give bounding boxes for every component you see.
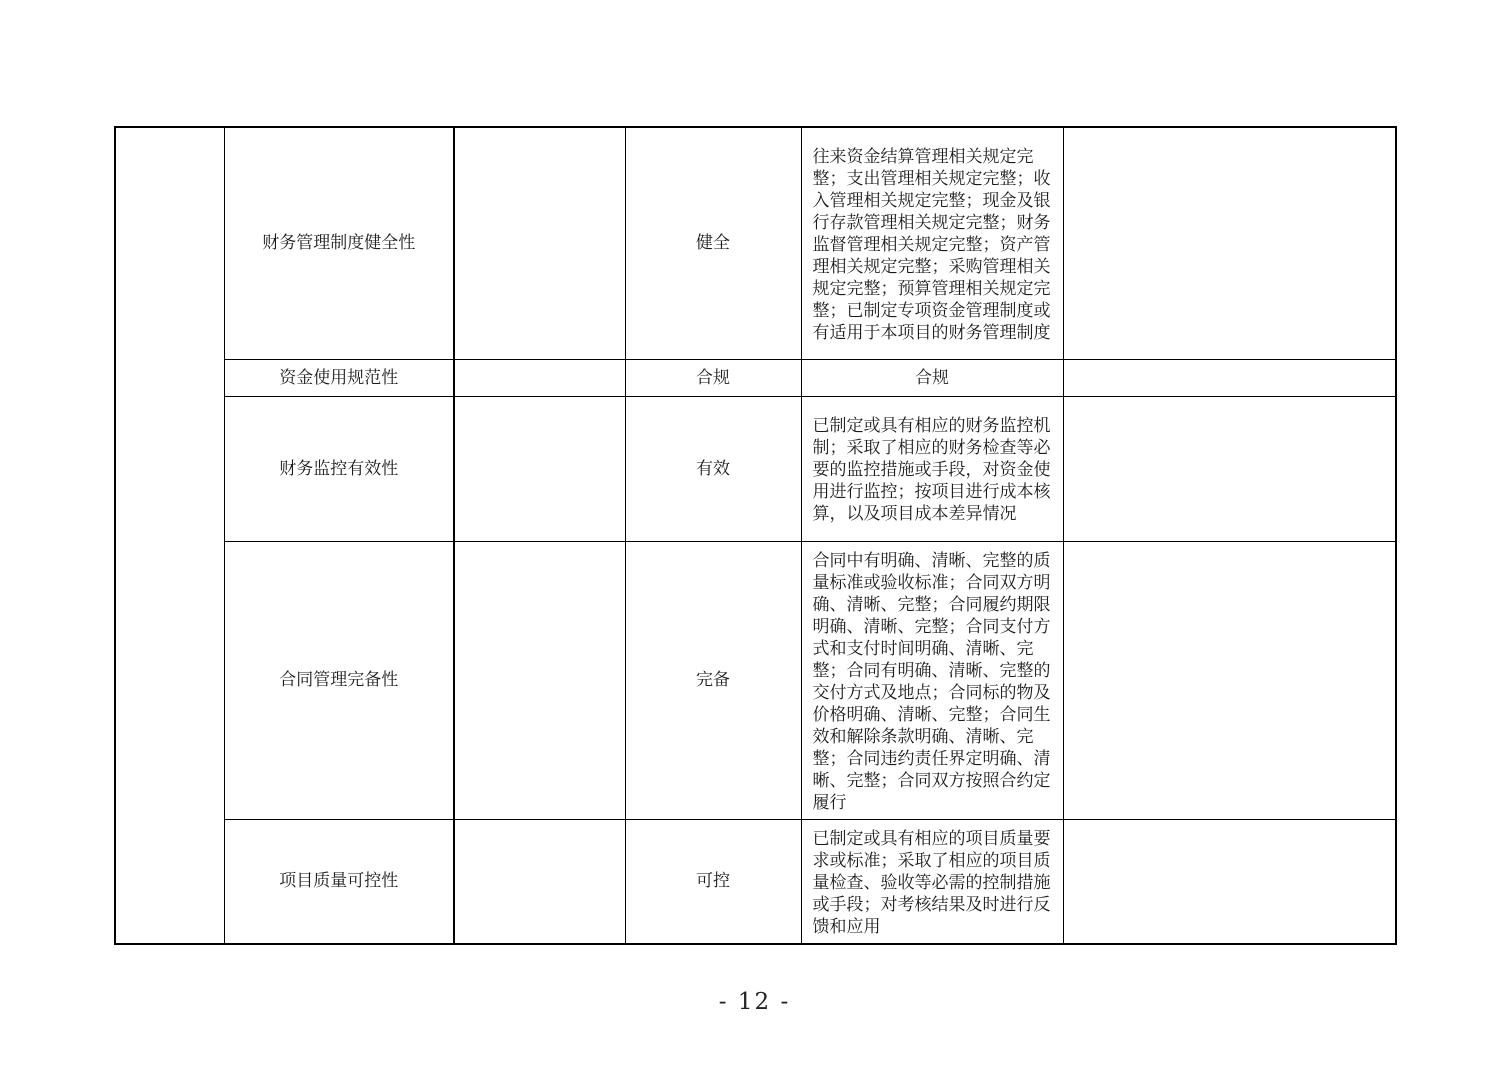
standard-cell: 有效 xyxy=(625,396,801,541)
description-cell: 合规 xyxy=(801,359,1063,396)
indicator-cell: 资金使用规范性 xyxy=(224,359,454,396)
blank-cell xyxy=(454,127,625,359)
blank-cell xyxy=(454,359,625,396)
table-row xyxy=(115,541,1396,819)
blank-cell xyxy=(454,541,625,819)
standard-cell: 完备 xyxy=(625,541,801,819)
remarks-cell xyxy=(1063,541,1396,819)
table-row xyxy=(115,819,1396,944)
table-row xyxy=(115,127,1396,359)
standard-cell: 合规 xyxy=(625,359,801,396)
remarks-cell xyxy=(1063,127,1396,359)
evaluation-table xyxy=(114,126,1397,945)
standard-cell: 可控 xyxy=(625,819,801,944)
remarks-cell xyxy=(1063,819,1396,944)
description-cell: 合同中有明确、清晰、完整的质量标准或验收标准；合同双方明确、清晰、完整；合同履约期限明确、清晰、完整；合同支付方式和支付时间明确、清晰、完整；合同有明确、清晰、完整的交付方式及地点；合同标的物及价格明确、清晰、完整；合同生效和解除条款明确、清晰、完整；合同违约责任界定明确、清晰、完整；合同双方按照合约定履行 xyxy=(801,541,1063,819)
blank-cell xyxy=(454,819,625,944)
indicator-cell: 项目质量可控性 xyxy=(224,819,454,944)
table-row xyxy=(115,359,1396,396)
indicator-cell: 合同管理完备性 xyxy=(224,541,454,819)
remarks-cell xyxy=(1063,359,1396,396)
category-cell xyxy=(115,127,224,944)
page-number: - 12 - xyxy=(718,989,791,1015)
description-cell: 已制定或具有相应的财务监控机制；采取了相应的财务检查等必要的监控措施或手段，对资金使用进行监控；按项目进行成本核算，以及项目成本差异情况 xyxy=(801,396,1063,541)
indicator-cell: 财务管理制度健全性 xyxy=(224,127,454,359)
remarks-cell xyxy=(1063,396,1396,541)
table-row xyxy=(115,396,1396,541)
blank-cell xyxy=(454,396,625,541)
standard-cell: 健全 xyxy=(625,127,801,359)
description-cell: 已制定或具有相应的项目质量要求或标准；采取了相应的项目质量检查、验收等必需的控制措施或手段；对考核结果及时进行反馈和应用 xyxy=(801,819,1063,944)
indicator-cell: 财务监控有效性 xyxy=(224,396,454,541)
description-cell: 往来资金结算管理相关规定完整；支出管理相关规定完整；收入管理相关规定完整；现金及银行存款管理相关规定完整；财务监督管理相关规定完整；资产管理相关规定完整；采购管理相关规定完整；预算管理相关规定完整；已制定专项资金管理制度或有适用于本项目的财务管理制度 xyxy=(801,127,1063,359)
